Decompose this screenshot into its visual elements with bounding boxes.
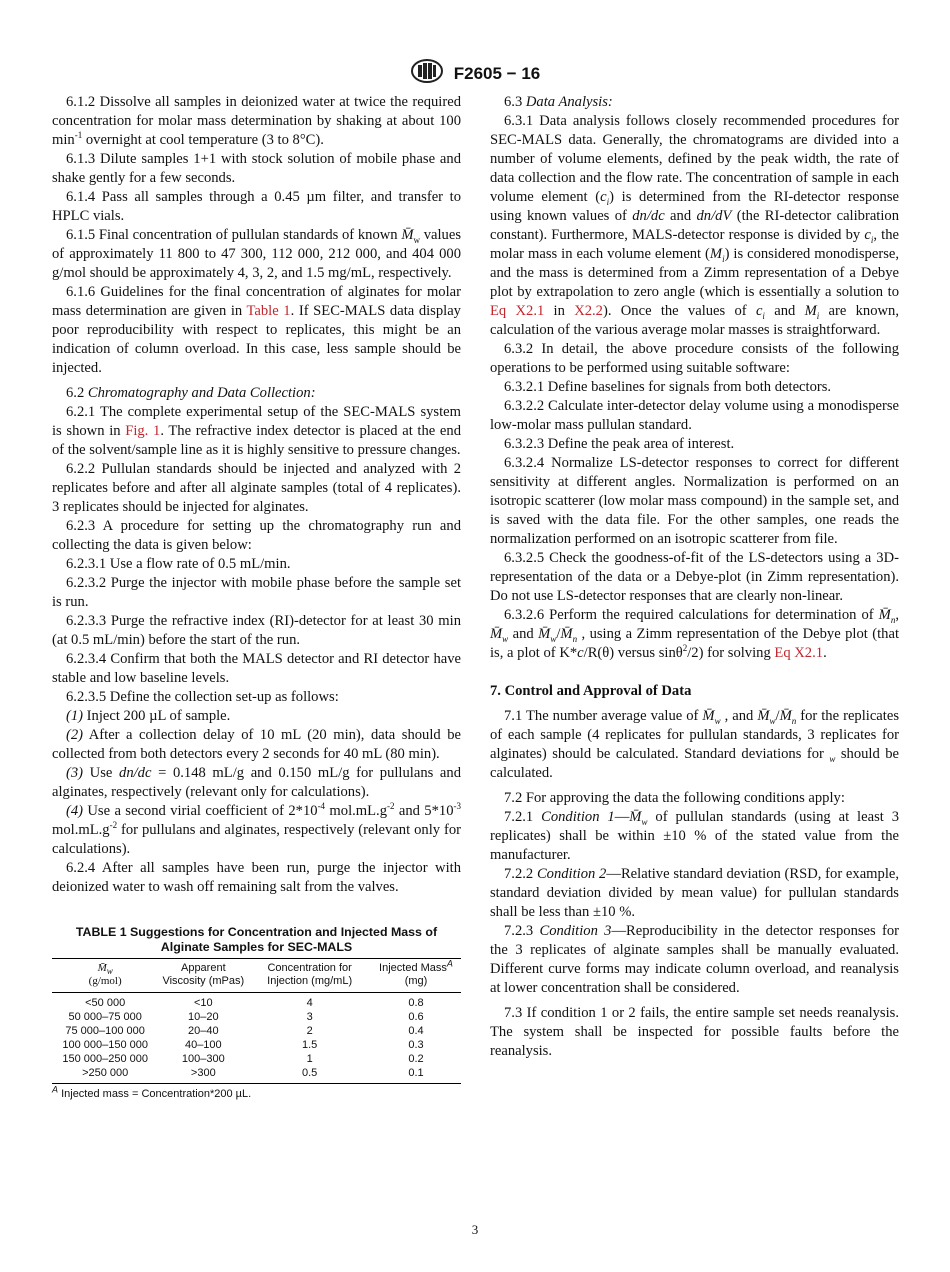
table-cell: 40–100	[184, 1038, 222, 1051]
table-cell: 50 000–75 000	[68, 1010, 142, 1023]
para-6-1-6: 6.1.6 Guidelines for the final concentration of alginates for molar mass determination are given in Table 1. If SEC-MALS data display poor reproducibility with respect to replicates, this might be an indication of column overload. In this case, less sample should be injected.	[52, 284, 461, 376]
para-6-3-2-2: 6.3.2.2 Calculate inter-detector delay volume using a monodisperse low-molar mass pullulan standard.	[490, 398, 899, 433]
step-1: (1) Inject 200 µL of sample.	[66, 708, 231, 724]
table-footnote: $^A$ Injected mass = Concentration*200 µL.	[52, 1084, 252, 1100]
para-6-3-2-4: 6.3.2.4 Normalize LS-detector responses to correct for different sensitivity at different angles. Normalization is performed on an isotropic scatterer (low molar mass compound) in the sample set, and is saved with the data file. For the other samples, one reads the normalization performed on an isotropic scatterer from file.	[490, 455, 899, 547]
x2-2-link[interactable]: X2.2	[574, 303, 603, 319]
table-cell: 1.5	[301, 1038, 318, 1051]
col-header-mw: $M̄_w$ (g/mol)	[52, 959, 158, 993]
para-6-3-1: 6.3.1 Data analysis follows closely recommended procedures for SEC-MALS data. Generally, the chromatograms are divided into a number of volume elements, defined by the peak width, the rate of data collection and the flow rate. The concentration of sample in each volume element $(c_i)$ is determined from the RI-detector response using known values of dn/dc and dn/dV (the RI-detector calibration constant). Furthermore, MALS-detector response is divided by $c_i$, the molar mass in each volume element $(M_i)$ is considered monodisperse, and the mass is determined from a Zimm representation of a Debye plot by extrapolation to zero angle (which is essentially a solution to Eq X2.1 in X2.2). Once the values of $c_i$ and $M_i$ are known, calculation of the various average molar masses is straightforward.	[490, 113, 900, 338]
table-row	[52, 993, 461, 1011]
para-7-1: 7.1 The number average value of $M̄_w$ , and $M̄_w/M̄_n$ for the replicates of each sample (4 replicates for pullulan standards, 3 replicates for alginates) should be calculated. Standard deviations for $_w$ should be calculated.	[490, 708, 899, 781]
table-cell: 1	[306, 1052, 313, 1065]
col-header-mass: Injected Mass$^A$ (mg)	[371, 959, 461, 993]
para-7-3: 7.3 If condition 1 or 2 fails, the entire sample set needs reanalysis. The system shall be inspected for possible faults before the reanalysis.	[490, 1005, 899, 1059]
section-7-heading: 7. Control and Approval of Data	[490, 683, 692, 699]
table-row	[52, 1024, 461, 1038]
table-row	[52, 1066, 461, 1084]
col-header-concentration: Concentration for Injection (mg/mL)	[248, 959, 371, 993]
table-cell: 10–20	[188, 1010, 219, 1023]
table-cell: <10	[193, 996, 213, 1009]
table-1-link[interactable]: Table 1	[246, 303, 291, 319]
page-header	[0, 58, 950, 89]
table-cell: 20–40	[188, 1024, 219, 1037]
table-cell: 0.1	[371, 1066, 461, 1084]
standard-number: F2605 − 16	[453, 63, 541, 83]
table-cell: 150 000–250 000	[62, 1052, 148, 1065]
right-column	[490, 93, 899, 1061]
eq-x2-1-link[interactable]: Eq X2.1	[490, 303, 545, 319]
para-6-3-2-6: 6.3.2.6 Perform the required calculations for determination of $M̄_n$, $M̄_w$ and $M̄_w/M̄_n$ , using a Zimm representation of the Debye plot (that is, a plot of K*c/R(θ) versus sinθ$^2$/2) for solving Eq X2.1.	[490, 607, 900, 661]
para-6-2-3-5: 6.2.3.5 Define the collection set-up as follows:	[66, 689, 339, 705]
para-6-2-3-4: 6.2.3.4 Confirm that both the MALS detector and RI detector have stable and low baseline levels.	[52, 651, 461, 686]
para-6-1-2: 6.1.2 Dissolve all samples in deionized water at twice the required concentration for molar mass determination by shaking at about 100 $\min^{-1}$ overnight at cool temperature (3 to 8°C).	[52, 94, 461, 148]
para-6-2-3: 6.2.3 A procedure for setting up the chromatography run and collecting the data is given below:	[52, 518, 461, 553]
table-row	[52, 1038, 461, 1052]
table-cell: >300	[158, 1066, 248, 1084]
table-cell: 100 000–150 000	[62, 1038, 148, 1051]
para-7-2-3: 7.2.3 Condition 3—Reproducibility in the detector responses for the 3 replicates of alginate samples shall be manually evaluated. Different curve forms may indicate column overload, and reanalysis at lower concentration shall be considered.	[490, 923, 900, 996]
step-2: (2) After a collection delay of 10 mL (20 min), data should be collected from both detectors every 2 seconds for 40 mL (80 min).	[52, 727, 461, 762]
step-4: (4) Use a second virial coefficient of $2*10^{-4}$ $mol.mL.g^{-2}$ and $5*10^{-3}$ $mol.mL.g^{-2}$ for pullulans and alginates, respectively (relevant only for calculations).	[52, 801, 461, 857]
para-6-3-2: 6.3.2 In detail, the above procedure consists of the following operations to be performed using suitable software:	[490, 341, 899, 376]
para-6-3-2-5: 6.3.2.5 Check the goodness-of-fit of the LS-detectors using a 3D-representation of the data or a Debye-plot (in Zimm representation). Do not use LS-detector responses that are clearly non-linear.	[490, 550, 899, 604]
step-3: (3) Use dn/dc = 0.148 mL/g and 0.150 mL/g for pullulans and alginates, respectively (relevant only for calculations).	[52, 765, 462, 800]
table-cell: 0.8	[408, 996, 424, 1009]
para-6-2-3-2: 6.2.3.2 Purge the injector with mobile phase before the sample set is run.	[52, 575, 461, 610]
table-cell: 4	[306, 996, 313, 1009]
para-6-1-4: 6.1.4 Pass all samples through a 0.45 µm filter, and transfer to HPLC vials.	[52, 189, 461, 224]
para-6-2-4: 6.2.4 After all samples have been run, purge the injector with deionized water to wash off remaining salt from the valves.	[52, 860, 461, 895]
para-7-2: 7.2 For approving the data the following conditions apply:	[504, 790, 845, 806]
para-6-2-2: 6.2.2 Pullulan standards should be injected and analyzed with 2 replicates before and after all alginate samples (total of 4 replicates). 3 replicates should be injected for alginates.	[52, 461, 461, 515]
table-cell: 75 000–100 000	[65, 1024, 145, 1037]
table-row	[52, 1052, 461, 1066]
table-cell: 3	[306, 1010, 313, 1023]
para-6-1-3: 6.1.3 Dilute samples 1+1 with stock solution of mobile phase and shake gently for a few seconds.	[52, 151, 461, 186]
heading-6-2: 6.2 Chromatography and Data Collection:	[66, 385, 316, 401]
fig-1-link[interactable]: Fig. 1	[125, 423, 161, 439]
page-number: 3	[471, 1222, 479, 1237]
para-6-3-2-1: 6.3.2.1 Define baselines for signals from both detectors.	[504, 379, 832, 395]
para-6-2-3-1: 6.2.3.1 Use a flow rate of 0.5 mL/min.	[66, 556, 291, 572]
table-cell: 0.5	[248, 1066, 371, 1084]
table-row	[52, 1010, 461, 1024]
left-column	[52, 93, 461, 1101]
table-1	[52, 958, 461, 1084]
para-6-3-2-3: 6.3.2.3 Define the peak area of interest.	[504, 436, 735, 452]
para-6-1-5: 6.1.5 Final concentration of pullulan standards of known $M̄_w$ values of approximately 11 800 to 47 300, 112 000, 212 000, and 404 000 g/mol should be approximately 4, 3, 2, and 1.5 mg/mL, respectively.	[52, 227, 461, 281]
col-header-viscosity: Apparent Viscosity (mPas)	[158, 959, 248, 993]
eq-x2-1-link-2[interactable]: Eq X2.1	[774, 645, 824, 661]
table-cell: 0.6	[408, 1010, 424, 1023]
para-6-2-1: 6.2.1 The complete experimental setup of the SEC-MALS system is shown in Fig. 1. The refractive index detector is placed at the end of the solvent/sample line as it is highly sensitive to pressure changes.	[52, 404, 462, 458]
table-cell: 2	[306, 1024, 313, 1037]
table-cell: 0.2	[408, 1052, 424, 1065]
table-cell: >250 000	[52, 1066, 158, 1084]
para-7-2-1: 7.2.1 Condition $1—M̄_w$ of pullulan standards (using at least 3 replicates) shall be within ±10 % of the stated value from the manufacturer.	[490, 809, 900, 863]
astm-logo-icon	[410, 58, 444, 89]
table-cell: 0.4	[408, 1024, 424, 1037]
table-cell: 100–300	[181, 1052, 225, 1065]
table-cell: <50 000	[85, 996, 126, 1009]
table-cell: 0.3	[408, 1038, 424, 1051]
heading-6-3: 6.3 Data Analysis:	[504, 94, 613, 110]
para-7-2-2: 7.2.2 Condition 2—Relative standard deviation (RSD, for example, standard deviation divided by mean value) for pullulan standards shall be less than ±10 %.	[490, 866, 900, 920]
table-1-caption: TABLE 1 Suggestions for Concentration and Injected Mass of Alginate Samples for SEC-MALS	[75, 925, 438, 954]
para-6-2-3-3: 6.2.3.3 Purge the refractive index (RI)-detector for at least 30 min (at 0.5 mL/min) before the start of the run.	[52, 613, 461, 648]
